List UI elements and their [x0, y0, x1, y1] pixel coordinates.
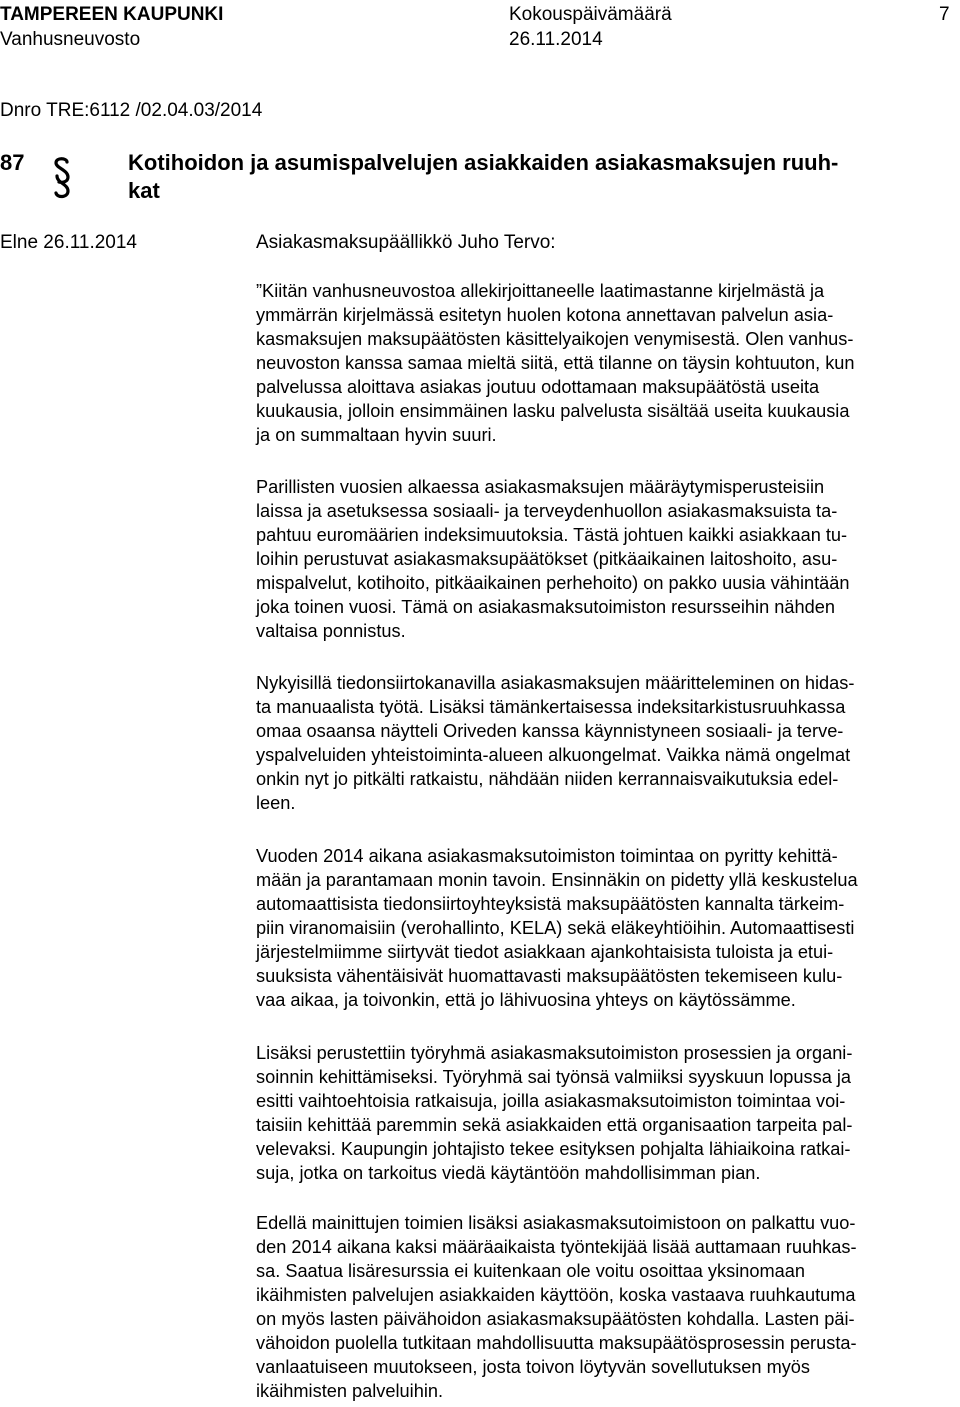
body-name: Vanhusneuvosto: [0, 29, 141, 50]
paragraph-line: yspalveluiden yhteistoiminta-alueen alkuongelmat. Vaikka nämä ongelmat: [256, 745, 851, 765]
paragraph-line: piin viranomaisiin (verohallinto, KELA) sekä eläkeyhtiöihin. Automaattisesti: [256, 918, 855, 938]
paragraph-line: taisiin kehittää paremmin sekä asiakkaiden että organisaation tarpeita pal-: [256, 1115, 853, 1135]
paragraph-line: vähoidon puolella tutkitaan mahdollisuutta maksupäätösprosessin perusta-: [256, 1333, 857, 1353]
paragraph-line: pahtuu euromäärien indeksimuutoksia. Tästä johtuen kaikki asiakkaan tu-: [256, 525, 848, 545]
paragraph-line: omaa osaansa näytteli Oriveden kanssa käynnistyneen sosiaali- ja terve-: [256, 721, 844, 741]
item-title-line-1: Kotihoidon ja asumispalvelujen asiakkaiden asiakasmaksujen ruuh-: [128, 150, 839, 175]
paragraph-line: Vuoden 2014 aikana asiakasmaksutoimiston toimintaa on pyritty kehittä-: [256, 846, 838, 866]
paragraph-line: ikäihmisten palvelujen asiakkaiden käyttöön, koska vastaava ruuhkautuma: [256, 1285, 856, 1305]
paragraph-line: kasmaksujen maksupäätösten käsittelyaikojen venymisestä. Olen vanhus-: [256, 329, 854, 349]
paragraph-line: ymmärrän kirjelmässä esitetyn huolen kotona annettavan palvelun asia-: [256, 305, 834, 325]
paragraph-line: valtaisa ponnistus.: [256, 621, 406, 641]
paragraph-line: mään ja parantamaan monin tavoin. Ensinnäkin on pidetty yllä keskustelua: [256, 870, 858, 890]
paragraph-5: [256, 1041, 960, 1185]
paragraph-6: [256, 1211, 960, 1403]
paragraph-line: on myös lasten päivähoidon asiakasmaksupäätösten kohdalla. Lasten päi-: [256, 1309, 855, 1329]
paragraph-line: den 2014 aikana kaksi määräaikaista työntekijää lisää auttamaan ruuhkas-: [256, 1237, 857, 1257]
paragraph-2: [256, 475, 960, 643]
paragraph-line: velevaksi. Kaupungin johtajisto tekee esityksen pohjalta lähiaikoina ratkai-: [256, 1139, 851, 1159]
paragraph-line: Nykyisillä tiedonsiirtokanavilla asiakasmaksujen määritteleminen on hidas-: [256, 673, 855, 693]
paragraph-line: laissa ja asetuksessa sosiaali- ja terveydenhuollon asiakasmaksuista ta-: [256, 501, 838, 521]
paragraph-line: kuukausia, jolloin ensimmäinen lasku palvelusta sisältää useita kuukausia: [256, 401, 850, 421]
paragraph-line: vaa aikaa, ja toivonkin, että jo lähivuosina yhteys on käytössämme.: [256, 990, 796, 1010]
paragraph-line: ta manuaalista työtä. Lisäksi tämänkertaisessa indeksitarkistusruuhkassa: [256, 697, 846, 717]
paragraph-line: sa. Saatua lisäresurssia ei kuitenkaan ole voitu osoittaa yksinomaan: [256, 1261, 805, 1281]
meeting-date-label: Kokouspäivämäärä: [509, 4, 672, 25]
paragraph-line: leen.: [256, 793, 296, 813]
organization-name: TAMPEREEN KAUPUNKI: [0, 4, 224, 25]
paragraph-line: automaattisista tiedonsiirtoyhteyksistä maksupäätösten kannalta tärkeim-: [256, 894, 845, 914]
paragraph-line: ja on summaltaan hyvin suuri.: [256, 425, 497, 445]
paragraph-3: [256, 671, 960, 815]
paragraph-line: järjestelmiimme siirtyvät tiedot asiakkaan ajankohtaisista tuloista ja etui-: [256, 942, 834, 962]
paragraph-line: loihin perustuvat asiakasmaksupäätökset (pitkäaikainen laitoshoito, asu-: [256, 549, 838, 569]
paragraph-line: esitti vaihtoehtoisia ratkaisuja, joilla asiakasmaksutoimiston toimintaa voi-: [256, 1091, 846, 1111]
paragraph-line: Edellä mainittujen toimien lisäksi asiakasmaksutoimistoon on palkattu vuo-: [256, 1213, 856, 1233]
paragraph-line: ikäihmisten palveluihin.: [256, 1381, 444, 1401]
paragraph-line: suja, jotka on tarkoitus viedä käytäntöön mahdollisimman pian.: [256, 1163, 761, 1183]
paragraph-line: Parillisten vuosien alkaessa asiakasmaksujen määräytymisperusteisiin: [256, 477, 825, 497]
section-sign-icon: [50, 156, 74, 202]
paragraph-line: onkin nyt jo pitkälti ratkaistu, nähdään niiden kerrannaisvaikutuksia edel-: [256, 769, 839, 789]
dnro: Dnro TRE:6112 /02.04.03/2014: [0, 100, 263, 121]
paragraph-line: palvelussa aloittava asiakas joutuu odottamaan maksupäätöstä useita: [256, 377, 820, 397]
page-number: 7: [939, 4, 950, 25]
paragraph-line: vanlaatuiseen muutokseen, josta toivon löytyvän sovellutuksen myös: [256, 1357, 811, 1377]
paragraph-line: ”Kiitän vanhusneuvostoa allekirjoittaneelle laatimastanne kirjelmästä ja: [256, 281, 825, 301]
meeting-date: 26.11.2014: [509, 29, 603, 50]
paragraph-line: suuksista vähentäisivät huomattavasti maksupäätösten tekemiseen kulu-: [256, 966, 843, 986]
entry-label: Elne 26.11.2014: [0, 232, 137, 253]
paragraph-line: Lisäksi perustettiin työryhmä asiakasmaksutoimiston prosessien ja organi-: [256, 1043, 853, 1063]
entry-intro: Asiakasmaksupäällikkö Juho Tervo:: [256, 232, 556, 253]
paragraph-line: soinnin kehittämiseksi. Työryhmä sai työnsä valmiiksi syyskuun lopussa ja: [256, 1067, 852, 1087]
paragraph-4: [256, 844, 960, 1012]
paragraph-line: neuvoston kanssa samaa mieltä siitä, että tilanne on täysin kohtuuton, kun: [256, 353, 855, 373]
paragraph-1: [256, 279, 960, 447]
item-number: 87: [0, 150, 25, 175]
paragraph-line: joka toinen vuosi. Tämä on asiakasmaksutoimiston resursseihin nähden: [256, 597, 835, 617]
paragraph-line: mispalvelut, kotihoito, pitkäaikainen perhehoito) on pakko uusia vähintään: [256, 573, 850, 593]
item-title-line-2: kat: [128, 178, 160, 203]
